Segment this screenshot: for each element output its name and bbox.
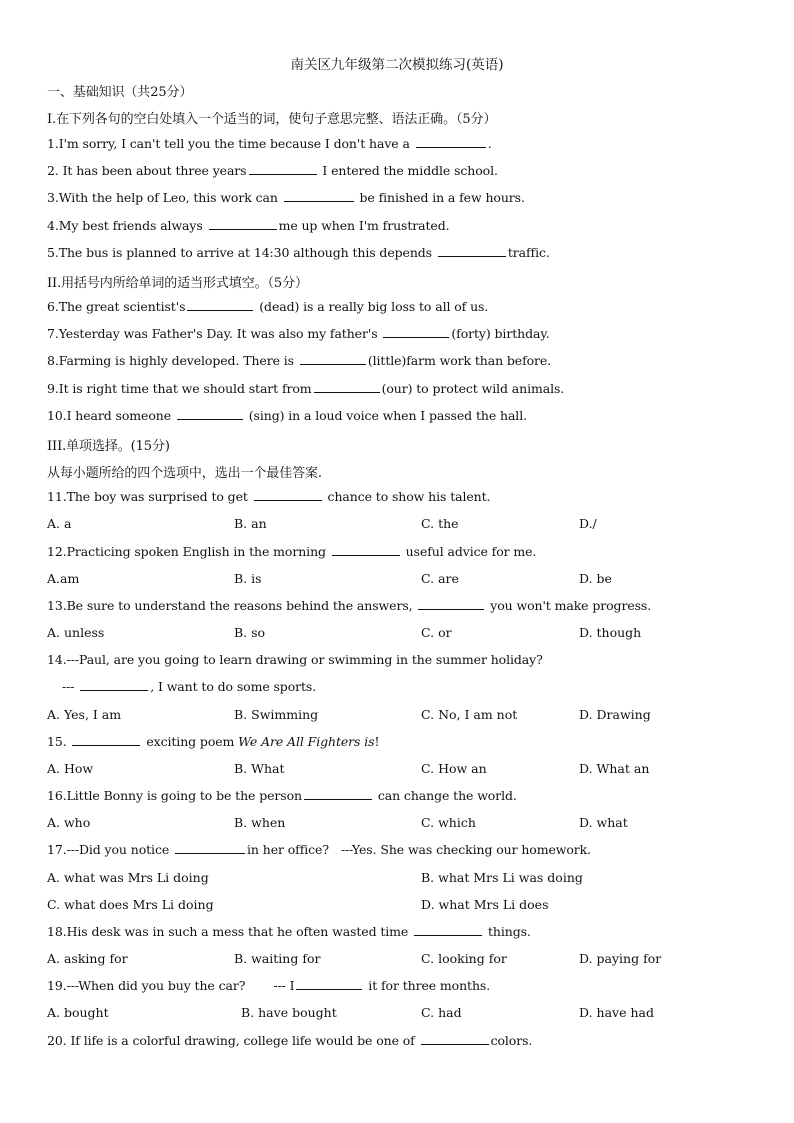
- question-5: [47, 245, 550, 260]
- option-c[interactable]: C. which: [421, 815, 476, 830]
- question-12: [47, 544, 536, 559]
- answer-blank[interactable]: [314, 382, 380, 393]
- option-c[interactable]: C. How an: [421, 761, 487, 776]
- option-a[interactable]: A. a: [47, 516, 72, 531]
- question-text: 16.Little Bonny is going to be the person: [47, 788, 302, 803]
- question-text: 11.The boy was surprised to get: [47, 489, 252, 504]
- answer-blank[interactable]: [187, 300, 253, 311]
- question-text: chance to show his talent.: [323, 489, 491, 504]
- answer-blank[interactable]: [332, 545, 400, 556]
- question-text: 19.---When did you buy the car?: [47, 978, 246, 993]
- question-text: in her office?: [247, 842, 329, 857]
- answer-blank[interactable]: [72, 735, 140, 746]
- question-text: things.: [484, 924, 531, 939]
- options-17-row1: [47, 870, 747, 886]
- option-b[interactable]: B. is: [234, 571, 262, 586]
- answer-blank[interactable]: [177, 409, 243, 420]
- options-17-row2: [47, 897, 747, 913]
- options-15: [47, 761, 747, 777]
- options-16: [47, 815, 747, 831]
- question-text: 5.The bus is planned to arrive at 14:30 although this depends: [47, 245, 436, 260]
- question-text: can change the world.: [373, 788, 517, 803]
- option-a[interactable]: A. who: [47, 815, 91, 830]
- option-b[interactable]: B. so: [234, 625, 266, 640]
- question-text: 20. If life is a colorful drawing, college life would be one of: [47, 1033, 419, 1048]
- question-19: [47, 978, 490, 993]
- option-d[interactable]: D. be: [579, 571, 612, 586]
- question-text: 18.His desk was in such a mess that he often wasted time: [47, 924, 413, 939]
- option-a[interactable]: A. Yes, I am: [47, 707, 122, 722]
- answer-blank[interactable]: [249, 164, 317, 175]
- option-a[interactable]: A.am: [47, 571, 80, 586]
- question-text: (little)farm work than before.: [367, 353, 552, 368]
- answer-blank[interactable]: [418, 599, 484, 610]
- question-text: 17.---Did you notice: [47, 842, 174, 857]
- question-text: ---Yes. She was checking our homework.: [340, 842, 592, 857]
- question-13: [47, 598, 651, 613]
- question-text: colors.: [490, 1033, 533, 1048]
- question-text: !: [374, 734, 380, 749]
- option-d[interactable]: D. though: [579, 625, 642, 640]
- question-text: it for three months.: [364, 978, 491, 993]
- answer-blank[interactable]: [300, 354, 366, 365]
- option-d[interactable]: D. Drawing: [579, 707, 651, 722]
- question-14-reply: [62, 679, 316, 694]
- question-text: (forty) birthday.: [451, 326, 550, 341]
- option-a[interactable]: A. asking for: [47, 951, 128, 966]
- option-b[interactable]: B. have bought: [241, 1005, 337, 1020]
- question-17: [47, 842, 591, 857]
- answer-blank[interactable]: [175, 843, 245, 854]
- option-a[interactable]: A. How: [47, 761, 94, 776]
- option-a[interactable]: A. unless: [47, 625, 105, 640]
- page-title: 南关区九年级第二次模拟练习(英语): [290, 57, 504, 73]
- answer-blank[interactable]: [209, 219, 277, 230]
- question-text: 13.Be sure to understand the reasons behind the answers,: [47, 598, 417, 613]
- option-c[interactable]: C. looking for: [421, 951, 507, 966]
- question-text: exciting poem: [142, 734, 239, 749]
- option-d[interactable]: D./: [579, 516, 597, 531]
- option-d[interactable]: D. paying for: [579, 951, 662, 966]
- question-text: (dead) is a really big loss to all of us.: [255, 299, 489, 314]
- answer-blank[interactable]: [416, 137, 486, 148]
- section-instruction: 从每小题所给的四个选项中，选出一个最佳答案.: [47, 466, 322, 481]
- options-18: [47, 951, 747, 967]
- question-text: 4.My best friends always: [47, 218, 207, 233]
- answer-blank[interactable]: [383, 327, 449, 338]
- section-heading-2: II.用括号内所给单词的适当形式填空。（5分）: [47, 276, 308, 291]
- answer-blank[interactable]: [414, 925, 482, 936]
- option-b[interactable]: B. waiting for: [234, 951, 321, 966]
- options-13: [47, 625, 747, 641]
- question-2: [47, 163, 498, 178]
- question-11: [47, 489, 490, 504]
- option-b[interactable]: B. what Mrs Li was doing: [421, 870, 583, 885]
- question-text: 1.I'm sorry, I can't tell you the time because I don't have a: [47, 136, 414, 151]
- question-text: you won't make progress.: [486, 598, 652, 613]
- options-19: [47, 1005, 747, 1021]
- answer-blank[interactable]: [254, 490, 322, 501]
- option-d[interactable]: D. what: [579, 815, 628, 830]
- answer-blank[interactable]: [80, 680, 148, 691]
- question-text: traffic.: [507, 245, 550, 260]
- question-16: [47, 788, 517, 803]
- answer-blank[interactable]: [296, 979, 362, 990]
- question-text: 10.I heard someone: [47, 408, 175, 423]
- option-c[interactable]: C. or: [421, 625, 452, 640]
- option-b[interactable]: B. an: [234, 516, 267, 531]
- option-b[interactable]: B. Swimming: [234, 707, 319, 722]
- question-text: be finished in a few hours.: [355, 190, 525, 205]
- question-text: , I want to do some sports.: [150, 679, 317, 694]
- option-b[interactable]: B. What: [234, 761, 285, 776]
- answer-blank[interactable]: [421, 1034, 489, 1045]
- question-text: I entered the middle school.: [318, 163, 498, 178]
- section-heading-3: III.单项选择。(15分): [47, 439, 170, 454]
- question-text: ---: [62, 679, 79, 694]
- answer-blank[interactable]: [304, 789, 372, 800]
- option-c[interactable]: C. are: [421, 571, 459, 586]
- answer-blank[interactable]: [438, 246, 506, 257]
- part-heading: 一、基础知识（共25分）: [47, 85, 193, 100]
- question-text: me up when I'm frustrated.: [278, 218, 450, 233]
- option-b[interactable]: B. when: [234, 815, 286, 830]
- question-text: 6.The great scientist's: [47, 299, 186, 314]
- option-d[interactable]: D. what Mrs Li does: [421, 897, 549, 912]
- option-a[interactable]: A. what was Mrs Li doing: [47, 870, 209, 885]
- question-text: 3.With the help of Leo, this work can: [47, 190, 282, 205]
- options-11: [47, 516, 747, 532]
- question-1: [47, 136, 492, 151]
- question-text: 7.Yesterday was Father's Day. It was also my father's: [47, 326, 382, 341]
- question-3: [47, 190, 525, 205]
- question-14: 14.---Paul, are you going to learn drawing or swimming in the summer holiday?: [47, 652, 543, 667]
- question-10: [47, 408, 527, 423]
- question-text: 9.It is right time that we should start from: [47, 381, 312, 396]
- options-14: [47, 707, 747, 723]
- question-8: [47, 353, 551, 368]
- question-text: useful advice for me.: [401, 544, 537, 559]
- question-9: [47, 381, 564, 396]
- question-text: 2. It has been about three years: [47, 163, 247, 178]
- question-text: 12.Practicing spoken English in the morning: [47, 544, 330, 559]
- question-20: [47, 1033, 532, 1048]
- section-heading-1: I.在下列各句的空白处填入一个适当的词，使句子意思完整、语法正确。（5分）: [47, 112, 497, 127]
- question-15: [47, 734, 379, 749]
- question-18: [47, 924, 531, 939]
- option-d[interactable]: D. have had: [579, 1005, 654, 1020]
- poem-title: We Are All Fighters is: [238, 734, 375, 749]
- question-4: [47, 218, 450, 233]
- question-6: [47, 299, 488, 314]
- option-c[interactable]: C. had: [421, 1005, 462, 1020]
- question-text: 8.Farming is highly developed. There is: [47, 353, 298, 368]
- option-c[interactable]: C. what does Mrs Li doing: [47, 897, 214, 912]
- option-d[interactable]: D. What an: [579, 761, 650, 776]
- question-text: (sing) in a loud voice when I passed the hall.: [244, 408, 527, 423]
- option-a[interactable]: A. bought: [47, 1005, 109, 1020]
- question-text: .: [487, 136, 492, 151]
- question-7: [47, 326, 550, 341]
- question-text: --- I: [273, 978, 295, 993]
- question-text: 15.: [47, 734, 71, 749]
- option-c[interactable]: C. the: [421, 516, 459, 531]
- options-12: [47, 571, 747, 587]
- question-text: (our) to protect wild animals.: [381, 381, 565, 396]
- option-c[interactable]: C. No, I am not: [421, 707, 518, 722]
- answer-blank[interactable]: [284, 191, 354, 202]
